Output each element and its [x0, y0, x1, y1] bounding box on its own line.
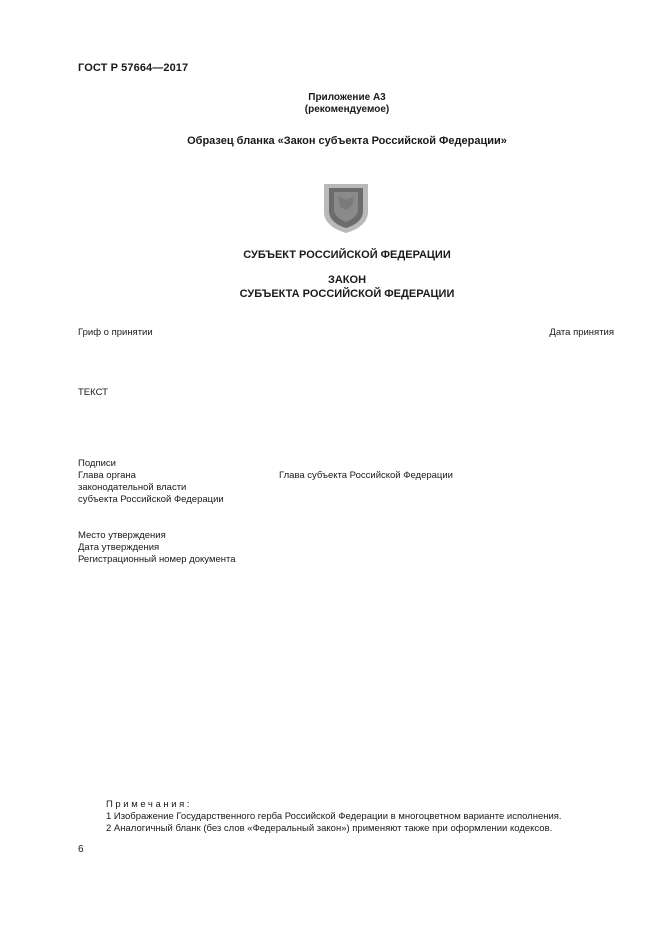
- appendix-status: (рекомендуемое): [304, 104, 390, 115]
- signature-left-line2: законодательной власти: [78, 482, 187, 493]
- coat-of-arms-icon: [322, 182, 370, 234]
- signatures-heading: Подписи: [78, 458, 116, 469]
- law-heading: [0, 273, 661, 301]
- adoption-date: Дата принятия: [549, 327, 614, 338]
- appendix-header: [0, 92, 661, 116]
- subject-heading: СУБЪЕКТ РОССИЙСКОЙ ФЕДЕРАЦИИ: [243, 249, 451, 261]
- note-item: 1 Изображение Государственного герба Российской Федерации в многоцветном варианте исполнения.: [106, 811, 562, 822]
- law-subject: СУБЪЕКТА РОССИЙСКОЙ ФЕДЕРАЦИИ: [239, 288, 455, 300]
- signature-left-line3: субъекта Российской Федерации: [78, 494, 224, 505]
- adoption-grif: Гриф о принятии: [78, 327, 153, 338]
- approval-place: Место утверждения: [78, 530, 166, 541]
- signature-left-line1: Глава органа: [78, 470, 136, 481]
- standard-id: ГОСТ Р 57664—2017: [78, 62, 189, 74]
- law-title: ЗАКОН: [327, 274, 367, 286]
- note-item: 2 Аналогичный бланк (без слов «Федеральный закон») применяют также при оформлении кодексов.: [106, 823, 553, 834]
- notes-block: [106, 799, 562, 835]
- signature-right: Глава субъекта Российской Федерации: [279, 470, 453, 481]
- notes-title: Примечания:: [106, 799, 193, 810]
- approval-block: [78, 530, 236, 566]
- page-number: 6: [78, 844, 84, 855]
- signatures-block: [78, 458, 224, 506]
- appendix-title: Приложение А3: [308, 92, 386, 103]
- approval-date: Дата утверждения: [78, 542, 160, 553]
- body-text-placeholder: ТЕКСТ: [78, 387, 108, 398]
- registration-number: Регистрационный номер документа: [78, 554, 236, 565]
- sample-title: Образец бланка «Закон субъекта Российской Федерации»: [187, 135, 507, 147]
